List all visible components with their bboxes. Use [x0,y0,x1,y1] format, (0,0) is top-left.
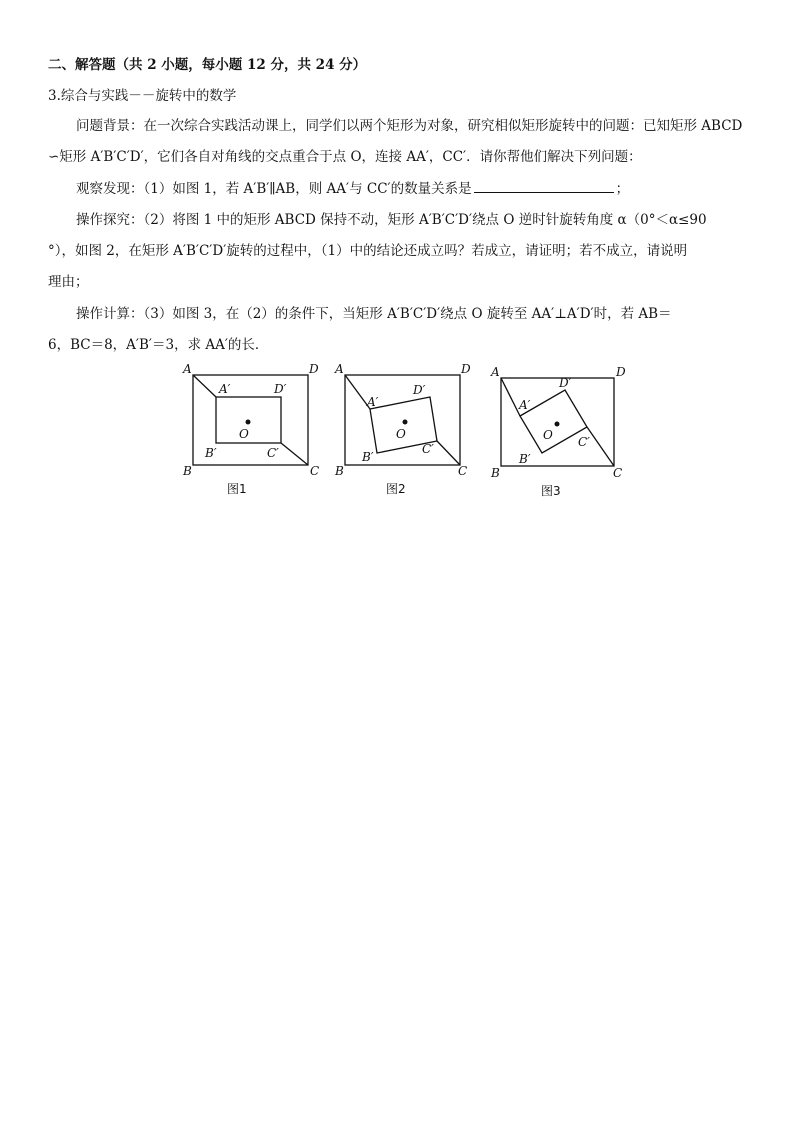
label-a1-1: A′ [219,382,231,396]
segment-aa1-1 [193,375,216,397]
label-c1-2: C′ [422,442,434,456]
label-c-2: C [458,464,468,478]
question-1-end: ； [615,181,630,197]
point-o-3 [555,422,560,427]
question-2-line-1: 操作探究：（2）将图 1 中的矩形 ABCD 保持不动，矩形 A′B′C′D′绕点 O 逆时针旋转角度 α（0°＜α≤90 [76,212,707,228]
label-c1-3: C′ [578,435,590,449]
question-3-line-2: 6，BC＝8，A′B′＝3，求 AA′的长． [48,337,269,353]
segment-cc1-1 [281,443,308,465]
caption-figure-3: 图3 [541,484,561,498]
label-c-3: C [613,466,623,480]
label-b-3: B [491,466,500,480]
problem-title: 3.综合与实践－－旋转中的数学 [48,88,237,104]
question-2-line-2: °），如图 2，在矩形 A′B′C′D′旋转的过程中，（1）中的结论还成立吗？若成立，请证明；若不成立，请说明 [48,243,688,259]
label-b1-1: B′ [205,446,217,460]
label-d-2: D [461,362,471,376]
label-d1-2: D′ [413,383,426,397]
geometry-figures [175,360,635,505]
answer-blank [474,180,614,193]
label-a1-2: A′ [367,395,379,409]
label-d-3: D [616,365,626,379]
label-a1-3: A′ [519,398,531,412]
segment-aa1-3 [501,378,520,416]
label-b-1: B [183,464,192,478]
label-d-1: D [309,362,319,376]
figures-row [175,360,635,505]
label-o-3: O [543,428,553,442]
label-a-1: A [183,362,192,376]
label-b-2: B [335,464,344,478]
segment-cc1-2 [437,441,460,465]
point-o-1 [246,420,251,425]
label-a-3: A [491,365,500,379]
label-o-2: O [396,427,406,441]
problem-background-line-1: 问题背景：在一次综合实践活动课上，同学们以两个矩形为对象，研究相似矩形旋转中的问题：已知矩形 ABCD [76,118,743,134]
question-3-line-1: 操作计算：（3）如图 3，在（2）的条件下，当矩形 A′B′C′D′绕点 O 旋转至 AA′⊥A′D′时，若 AB＝ [76,306,672,322]
point-o-2 [403,420,408,425]
caption-figure-1: 图1 [227,482,247,496]
figure-2 [334,362,471,496]
label-c1-1: C′ [267,446,279,460]
problem-background-line-2: ∽矩形 A′B′C′D′，它们各自对角线的交点重合于点 O，连接 AA′，CC′．请你帮他们解决下列问题： [48,149,642,165]
label-d1-1: D′ [274,382,287,396]
question-2-line-3: 理由； [48,274,89,290]
question-1-text: 观察发现：（1）如图 1，若 A′B′∥AB，则 AA′与 CC′的数量关系是 [76,181,472,197]
label-a-2: A [335,362,344,376]
section-heading: 二、解答题（共 2 小题，每小题 12 分，共 24 分） [48,57,367,73]
label-d1-3: D′ [559,376,572,390]
figure-1 [182,362,319,496]
figure-3 [490,365,626,498]
label-b1-3: B′ [519,452,531,466]
segment-cc1-3 [587,427,614,466]
label-o-1: O [239,427,249,441]
label-b1-2: B′ [362,450,374,464]
question-1 [76,180,748,198]
label-c-1: C [310,464,320,478]
caption-figure-2: 图2 [386,482,406,496]
